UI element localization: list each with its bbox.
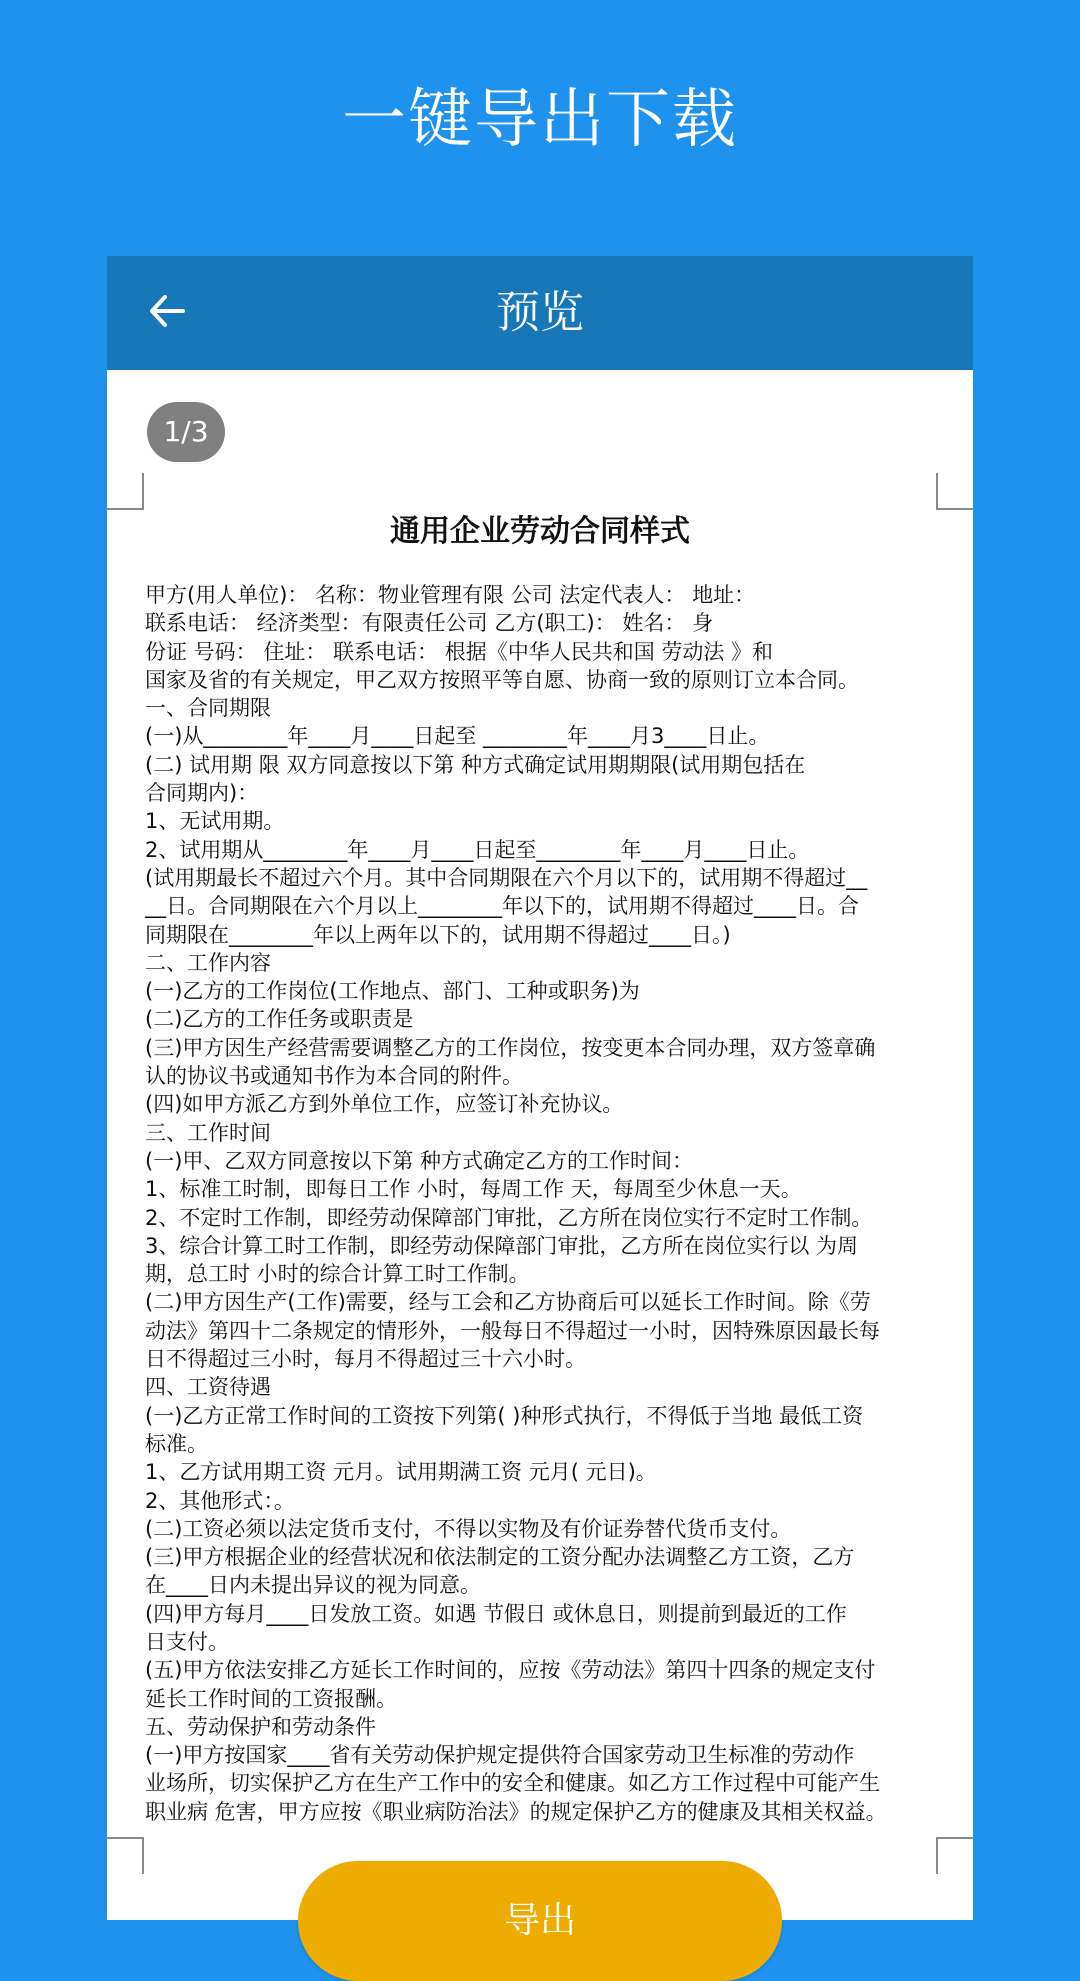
document-line: 2、不定时工作制，即经劳动保障部门审批，乙方所在岗位实行不定时工作制。 [145, 1205, 873, 1230]
document-line: 国家及省的有关规定，甲乙双方按照平等自愿、协商一致的原则订立本合同。 [145, 667, 859, 692]
document-line: 认的协议书或通知书作为本合同的附件。 [145, 1064, 523, 1089]
document-line: 三、工作时间 [145, 1120, 271, 1145]
document-line: __日。合同期限在六个月以上________年以下的，试用期不得超过____日。合 [145, 894, 859, 919]
document-line: (一)从________年____月____日起至 ________年____月3____日止。 [145, 724, 770, 749]
document-line: 联系电话： 经济类型：有限责任公司 乙方(职工)： 姓名： 身 [145, 611, 714, 636]
document-line: 1、乙方试用期工资 元月。试用期满工资 元月( 元日)。 [145, 1460, 657, 1485]
preview-card [107, 256, 973, 1941]
document-line: 日不得超过三小时，每月不得超过三十六小时。 [145, 1347, 586, 1372]
document-line: (二)甲方因生产(工作)需要，经与工会和乙方协商后可以延长工作时间。除《劳 [145, 1290, 871, 1315]
document-line: 延长工作时间的工资报酬。 [145, 1686, 397, 1711]
document-line: (一)甲方按国家____省有关劳动保护规定提供符合国家劳动卫生标准的劳动作 [145, 1743, 855, 1768]
document-line: (四)如甲方派乙方到外单位工作，应签订补充协议。 [145, 1092, 624, 1117]
page-corner-mark-bottom-left [107, 1837, 144, 1874]
document-line: (一)乙方正常工作时间的工资按下列第( )种形式执行，不得低于当地 最低工资 [145, 1403, 864, 1428]
document-line: (二)工资必须以法定货币支付，不得以实物及有价证券替代货币支付。 [145, 1516, 792, 1541]
document-line: 在____日内未提出异议的视为同意。 [145, 1573, 481, 1598]
export-button[interactable]: 导出 [298, 1861, 782, 1981]
document-line: 1、标准工时制，即每日工作 小时，每周工作 天，每周至少休息一天。 [145, 1177, 802, 1202]
document-line: 3、综合计算工时工作制，即经劳动保障部门审批，乙方所在岗位实行以 为周 [145, 1233, 859, 1258]
promo-title: 一键导出下载 [342, 83, 738, 157]
document-line: 甲方(用人单位)： 名称：物业管理有限 公司 法定代表人： 地址： [145, 583, 756, 607]
document-line: (三)甲方因生产经营需要调整乙方的工作岗位，按变更本合同办理，双方签章确 [145, 1035, 876, 1060]
document-title: 通用企业劳动合同样式 [390, 514, 690, 549]
document-body[interactable] [145, 581, 935, 1826]
document-line: (二)乙方的工作任务或职责是 [145, 1007, 414, 1032]
document-line: 合同期内)： [145, 781, 259, 806]
back-button[interactable] [137, 286, 197, 336]
arrow-left-icon [147, 291, 187, 331]
document-line: (一)乙方的工作岗位(工作地点、部门、工种或职务)为 [145, 979, 640, 1004]
document-line: (三)甲方根据企业的经营状况和依法制定的工资分配办法调整乙方工资，乙方 [145, 1545, 855, 1570]
document-line: 二、工作内容 [145, 950, 271, 975]
document-line: (一)甲、乙双方同意按以下第 种方式确定乙方的工作时间： [145, 1148, 694, 1173]
document-line: (五)甲方依法安排乙方延长工作时间的，应按《劳动法》第四十四条的规定支付 [145, 1658, 876, 1683]
document-line: (试用期最长不超过六个月。其中合同期限在六个月以下的，试用期不得超过__ [145, 865, 868, 890]
page-indicator-badge: 1/3 [147, 402, 225, 462]
document-line: 日支付。 [145, 1629, 229, 1654]
document-line: 期，总工时 小时的综合计算工时工作制。 [145, 1262, 530, 1287]
document-line: 业场所，切实保护乙方在生产工作中的安全和健康。如乙方工作过程中可能产生 [145, 1771, 880, 1796]
preview-header [107, 256, 973, 370]
document-line: 职业病 危害，甲方应按《职业病防治法》的规定保护乙方的健康及其相关权益。 [145, 1799, 887, 1824]
document-line: (四)甲方每月____日发放工资。如遇 节假日 或休息日，则提前到最近的工作 [145, 1601, 847, 1626]
document-line: 标准。 [145, 1431, 208, 1456]
document-line: 同期限在________年以上两年以下的，试用期不得超过____日。) [145, 922, 731, 947]
page-corner-mark-bottom-right [936, 1837, 973, 1874]
document-line: (二) 试用期 限 双方同意按以下第 种方式确定试用期期限(试用期包括在 [145, 752, 806, 777]
document-line: 动法》第四十二条规定的情形外，一般每日不得超过一小时，因特殊原因最长每 [145, 1318, 880, 1343]
document-line: 2、其他形式：。 [145, 1488, 295, 1513]
document-line: 四、工资待遇 [145, 1375, 271, 1400]
document-line: 五、劳动保护和劳动条件 [145, 1714, 376, 1739]
page-corner-mark-top-left [107, 473, 144, 510]
header-title: 预览 [496, 287, 584, 338]
document-line: 2、试用期从________年____月____日起至________年____月____日止。 [145, 837, 810, 862]
document-line: 份证 号码： 住址： 联系电话： 根据《中华人民共和国 劳动法 》和 [145, 639, 774, 664]
document-line: 1、无试用期。 [145, 809, 285, 834]
page-corner-mark-top-right [936, 473, 973, 510]
document-line: 一、合同期限 [145, 696, 271, 721]
